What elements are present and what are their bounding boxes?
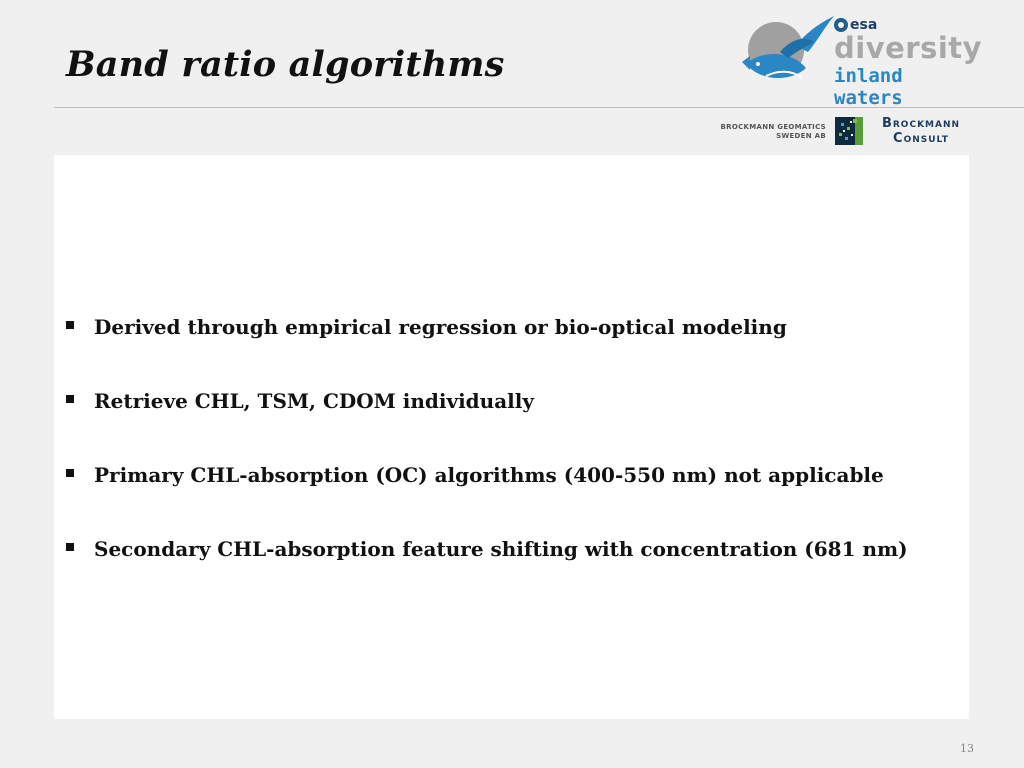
bullet-item	[66, 533, 966, 607]
diversity-logo	[736, 12, 983, 109]
brockmann-consult-logo	[870, 116, 972, 146]
brockmann-consult-icon	[835, 117, 863, 145]
geomatics-line-1: BROCKMANN GEOMATICS	[720, 123, 826, 131]
fish-bird-emblem-icon	[736, 12, 836, 92]
esa-icon	[834, 18, 848, 32]
bullet-item	[66, 311, 966, 385]
content-panel	[54, 155, 969, 719]
bullet-text: Primary CHL-absorption (OC) algorithms (400-550 nm) not applicable	[94, 463, 884, 487]
page-number: 13	[960, 742, 974, 755]
diversity-label: diversity	[834, 31, 983, 65]
bullet-text: Derived through empirical regression or bio-optical modeling	[94, 315, 787, 339]
esa-label: esa	[850, 17, 878, 33]
bullet-item	[66, 385, 966, 459]
bullet-text: Retrieve CHL, TSM, CDOM individually	[94, 389, 534, 413]
inland-waters-label: inland waters	[834, 65, 903, 109]
brockmann-geomatics-logo	[716, 123, 826, 141]
bullet-list	[66, 311, 966, 607]
consult-line-1: Brockmann	[881, 116, 961, 131]
bullet-text: Secondary CHL-absorption feature shifting with concentration (681 nm)	[94, 537, 908, 561]
bullet-item	[66, 459, 966, 533]
slide-title: Band ratio algorithms	[66, 44, 505, 85]
square-bullet-icon	[66, 321, 74, 329]
geomatics-line-2: SWEDEN AB	[776, 132, 826, 140]
consult-line-2: Consult	[893, 131, 949, 146]
square-bullet-icon	[66, 469, 74, 477]
square-bullet-icon	[66, 395, 74, 403]
square-bullet-icon	[66, 543, 74, 551]
